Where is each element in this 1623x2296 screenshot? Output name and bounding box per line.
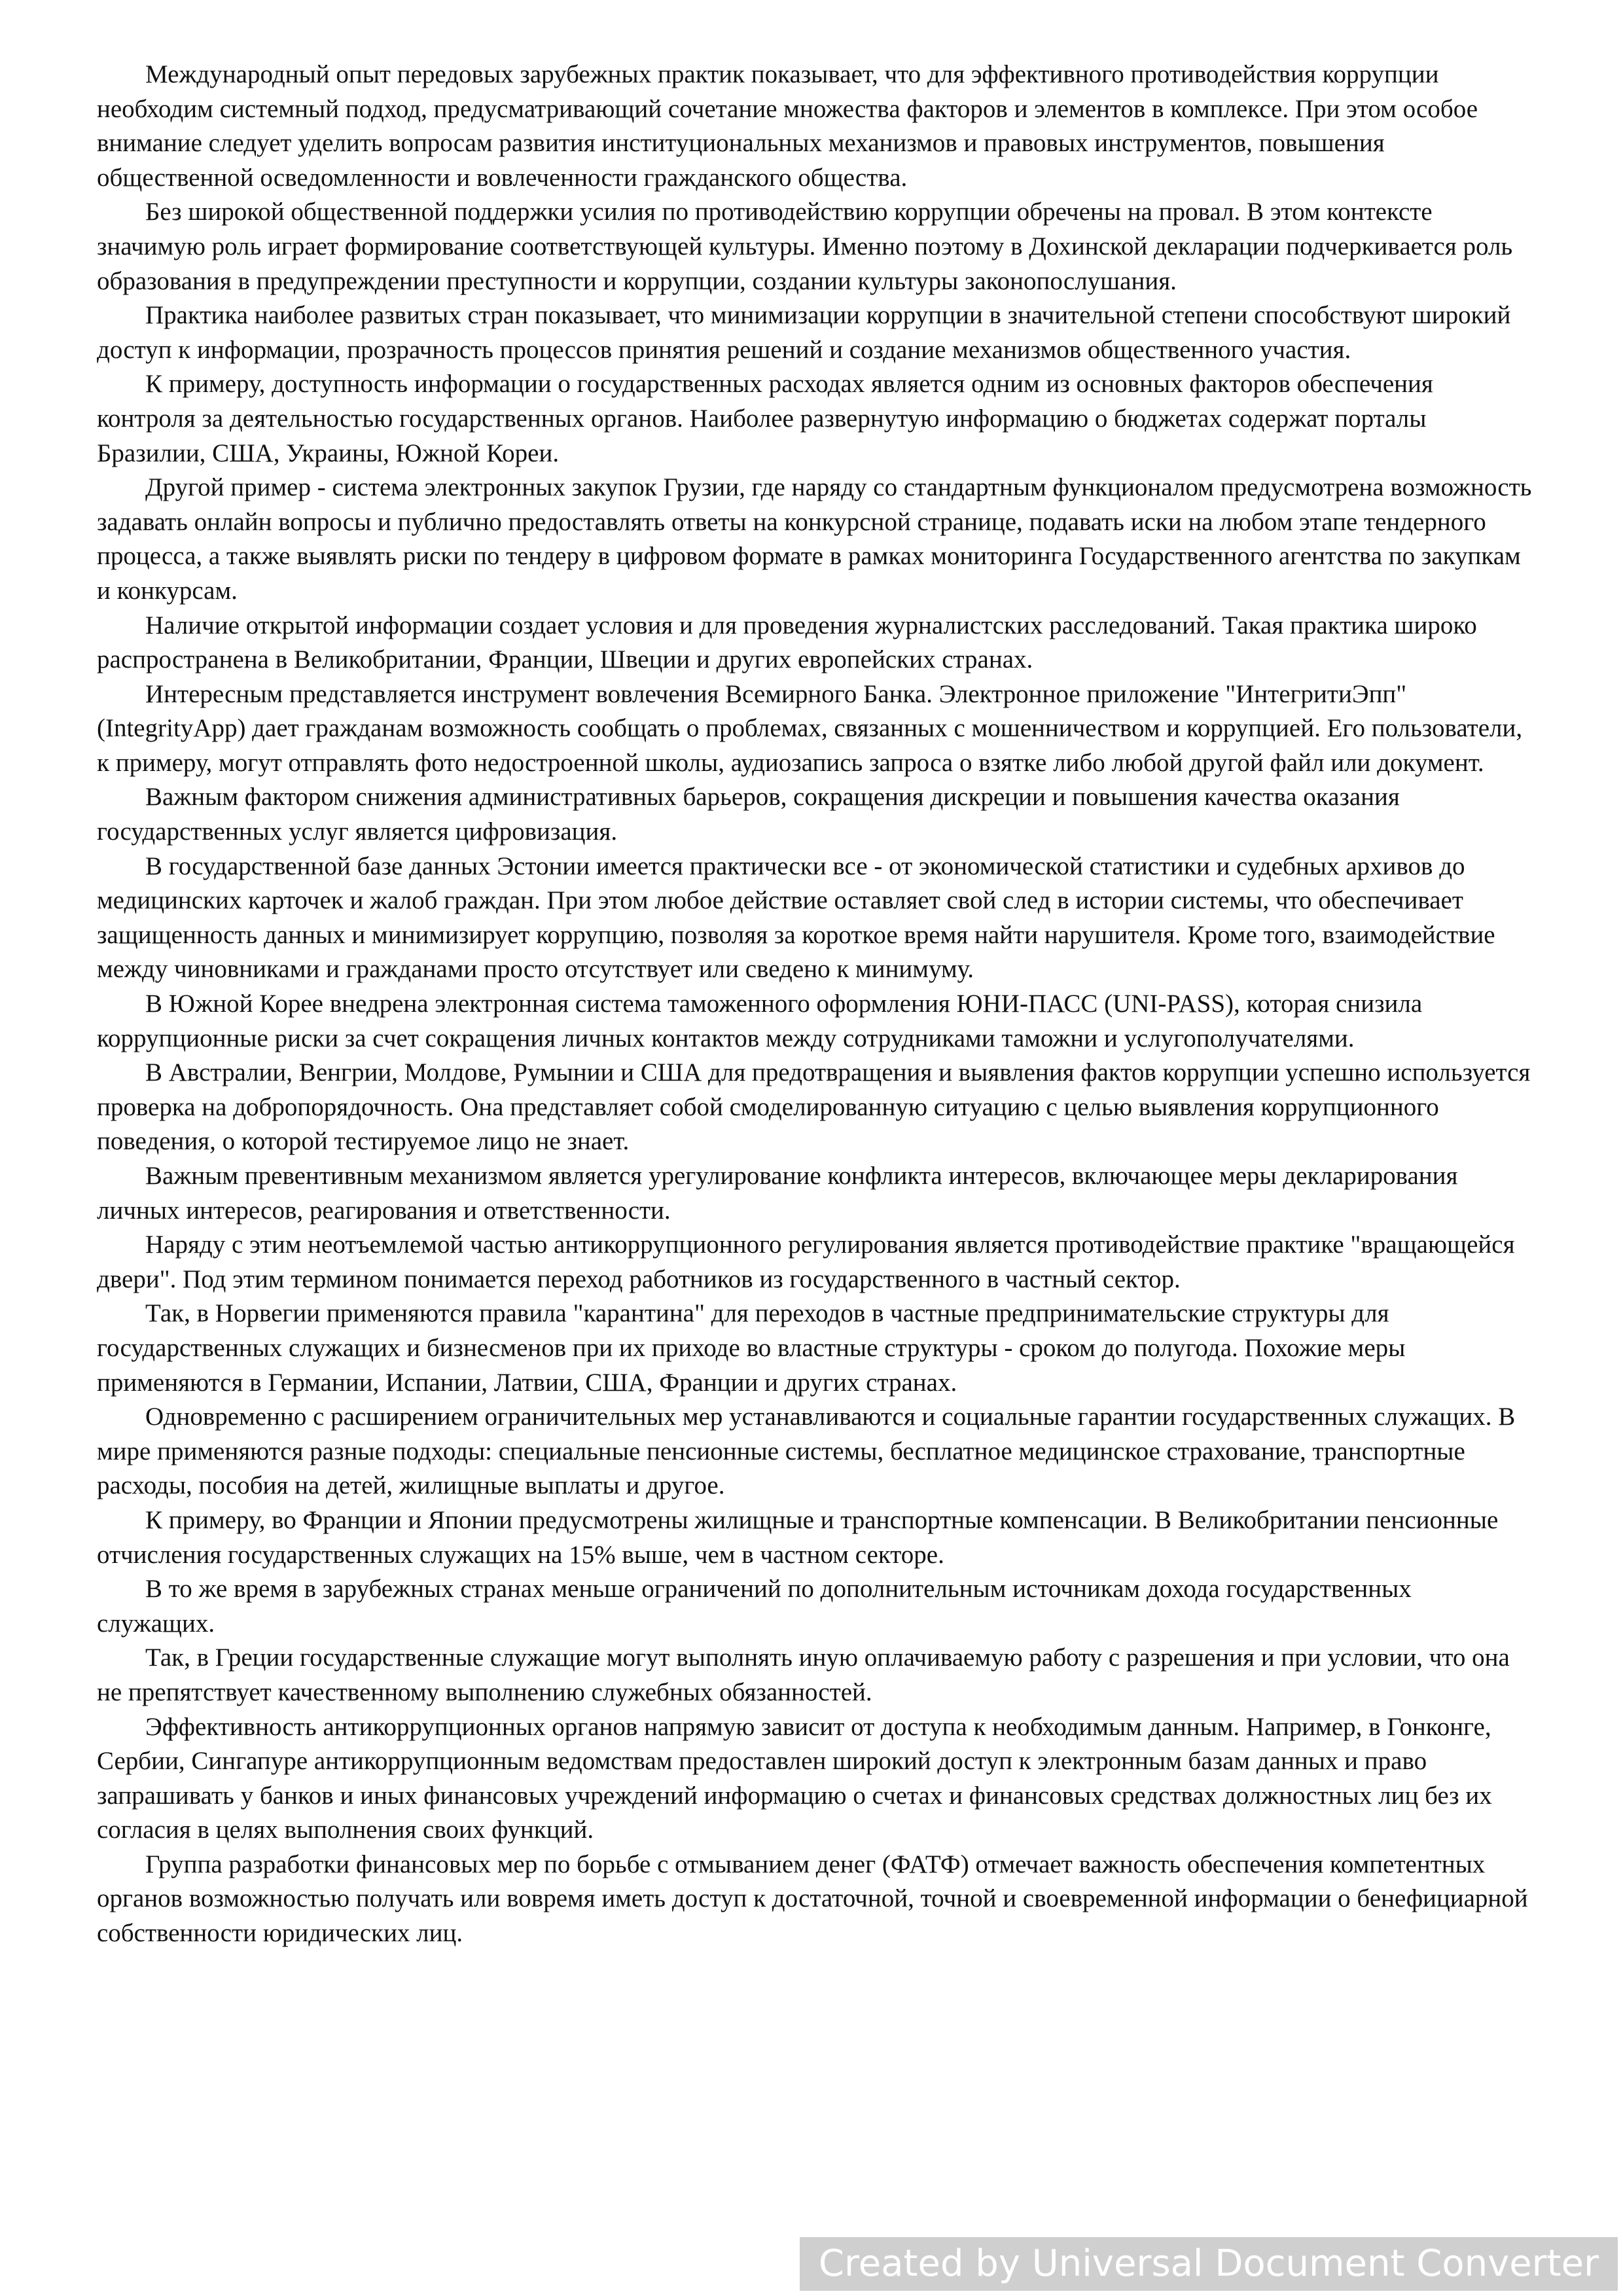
paragraph-19: Эффективность антикоррупционных органов напрямую зависит от доступа к необходимым данным. Например, в Гонконге, Сербии, Сингапуре антикоррупционным ведомствам предоставлен широкий доступ к электронным базам данных и право запрашивать у банков и иных финансовых учреждений информацию о счетах и финансовых средствах должностных лиц без их согласия в целях выполнения своих функций. <box>97 1712 1492 1844</box>
paragraph-4: К примеру, доступность информации о государственных расходах является одним из основных факторов обеспечения контроля за деятельностью государственных органов. Наиболее развернутую информацию о бюджетах содержат порталы Бразилии, США, Украины, Южной Кореи. <box>97 370 1433 467</box>
paragraph-5: Другой пример - система электронных закупок Грузии, где наряду со стандартным функционалом предусмотрена возможность задавать онлайн вопросы и публично предоставлять ответы на конкурсной странице, подавать иски на любом этапе тендерного процесса, а также выявлять риски по тендеру в цифровом формате в рамках мониторинга Государственного агентства по закупкам и конкурсам. <box>97 473 1532 605</box>
paragraph-3: Практика наиболее развитых стран показывает, что минимизации коррупции в значительной степени способствуют широкий доступ к информации, прозрачность процессов принятия решений и создание механизмов общественного участия. <box>97 301 1511 364</box>
paragraph-11: В Австралии, Венгрии, Молдове, Румынии и США для предотвращения и выявления фактов коррупции успешно используется проверка на добропорядочность. Она представляет собой смоделированную ситуацию с целью выявления коррупционного поведения, о которой тестируемое лицо не знает. <box>97 1058 1531 1156</box>
paragraph-20: Группа разработки финансовых мер по борьбе с отмыванием денег (ФАТФ) отмечает важность обеспечения компетентных органов возможностью получать или вовремя иметь доступ к достаточной, точной и своевременной информации о бенефициарной собственности юридических лиц. <box>97 1850 1528 1948</box>
paragraph-9: В государственной базе данных Эстонии имеется практически все - от экономической статистики и судебных архивов до медицинских карточек и жалоб граждан. При этом любое действие оставляет свой след в истории системы, что обеспечивает защищенность данных и минимизирует коррупцию, позволяя за короткое время найти нарушителя. Кроме того, взаимодействие между чиновниками и гражданами просто отсутствует или сведено к минимуму. <box>97 852 1495 984</box>
paragraph-15: Одновременно с расширением ограничительных мер устанавливаются и социальные гарантии государственных служащих. В мире применяются разные подходы: специальные пенсионные системы, бесплатное медицинское страхование, транспортные расходы, пособия на детей, жилищные выплаты и другое. <box>97 1403 1516 1500</box>
paragraph-12: Важным превентивным механизмом является урегулирование конфликта интересов, включающее меры декларирования личных интересов, реагирования и ответственности. <box>97 1162 1458 1225</box>
document-body <box>97 58 1534 1951</box>
paragraph-8: Важным фактором снижения административных барьеров, сокращения дискреции и повышения качества оказания государственных услуг является цифровизация. <box>97 783 1400 846</box>
paragraph-14: Так, в Норвегии применяются правила "карантина" для переходов в частные предпринимательские структуры для государственных служащих и бизнесменов при их приходе во властные структуры - сроком до полугода. Похожие меры применяются в Германии, Испании, Латвии, США, Франции и других странах. <box>97 1299 1406 1397</box>
paragraph-16: К примеру, во Франции и Японии предусмотрены жилищные и транспортные компенсации. В Великобритании пенсионные отчисления государственных служащих на 15% выше, чем в частном секторе. <box>97 1505 1499 1569</box>
paragraph-7: Интересным представляется инструмент вовлечения Всемирного Банка. Электронное приложение "ИнтегритиЭпп" (IntegrityApp) дает гражданам возможность сообщать о проблемах, связанных с мошенничеством и коррупцией. Его пользователи, к примеру, могут отправлять фото недостроенной школы, аудиозапись запроса о взятке либо любой другой файл или документ. <box>97 679 1523 777</box>
paragraph-1: Международный опыт передовых зарубежных практик показывает, что для эффективного противодействия коррупции необходим системный подход, предусматривающий сочетание множества факторов и элементов в комплексе. При этом особое внимание следует уделить вопросам развития институциональных механизмов и правовых инструментов, повышения общественной осведомленности и вовлеченности гражданского общества. <box>97 60 1478 192</box>
converter-watermark: Created by Universal Document Converter <box>800 2237 1618 2291</box>
paragraph-2: Без широкой общественной поддержки усилия по противодействию коррупции обречены на провал. В этом контексте значимую роль играет формирование соответствующей культуры. Именно поэтому в Дохинской декларации подчеркивается роль образования в предупреждении преступности и коррупции, создании культуры законопослушания. <box>97 198 1513 295</box>
paragraph-18: Так, в Греции государственные служащие могут выполнять иную оплачиваемую работу с разрешения и при условии, что она не препятствует качественному выполнению служебных обязанностей. <box>97 1643 1510 1706</box>
paragraph-10: В Южной Корее внедрена электронная система таможенного оформления ЮНИ-ПАСС (UNI-PASS), которая снизила коррупционные риски за счет сокращения личных контактов между сотрудниками таможни и услугополучателями. <box>97 990 1423 1052</box>
paragraph-6: Наличие открытой информации создает условия и для проведения журналистских расследований. Такая практика широко распространена в Великобритании, Франции, Швеции и других европейских странах. <box>97 611 1477 674</box>
paragraph-13: Наряду с этим неотъемлемой частью антикоррупционного регулирования является противодействие практике "вращающейся двери". Под этим термином понимается переход работников из государственного в частный сектор. <box>97 1230 1515 1293</box>
paragraph-17: В то же время в зарубежных странах меньше ограничений по дополнительным источникам дохода государственных служащих. <box>97 1575 1412 1638</box>
